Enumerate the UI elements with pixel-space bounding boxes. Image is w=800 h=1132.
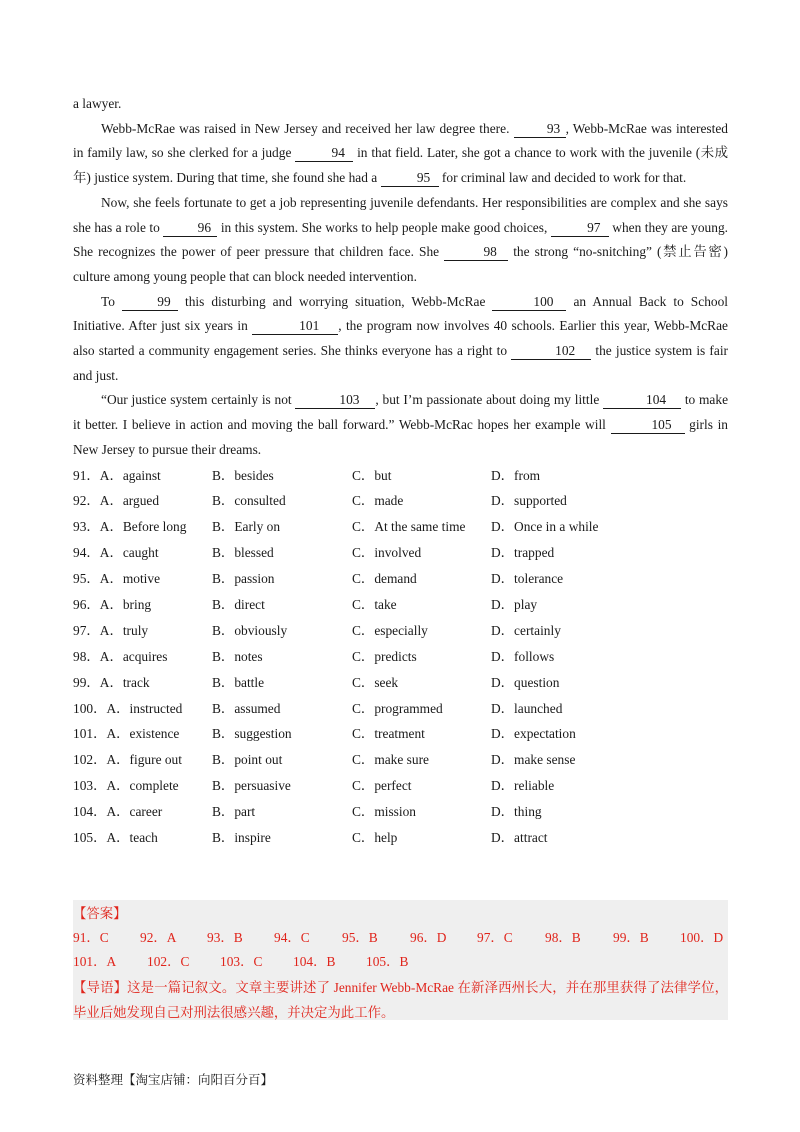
answer-item: 99．B — [613, 930, 649, 945]
option-row-105 — [73, 825, 728, 851]
option-row-98 — [73, 644, 728, 670]
guide-text: 【导语】这是一篇记叙文。文章主要讲述了 Jennifer Webb-McRae 在新泽西州长大，并在那里获得了法律学位，毕业后她发现自己对刑法很感兴趣，并决定为此工作。 — [73, 980, 728, 1020]
option-a[interactable]: 104．A．career — [73, 804, 163, 820]
paragraph-1: Webb-McRae was raised in New Jersey and received her law degree there. 93 , Webb-McRae was interested in family law, so she clerked for a judge 94 in that field. Later, she got a chance to work with the juvenile (未成年) justice system. During that time, she found she had a 95 for criminal law and decided to work for that. — [73, 120, 728, 186]
option-row-97 — [73, 618, 728, 644]
option-b[interactable]: B．Early on — [212, 519, 281, 535]
passage — [73, 92, 728, 851]
option-a[interactable]: 101．A．existence — [73, 726, 180, 742]
answer-item: 94．C — [274, 930, 310, 945]
blank-96[interactable]: 96 — [163, 220, 217, 237]
option-c[interactable]: C．involved — [352, 545, 422, 561]
answer-item: 97．C — [477, 930, 513, 945]
option-a[interactable]: 98．A．acquires — [73, 648, 168, 664]
answer-title: 【答案】 — [73, 906, 127, 921]
option-b[interactable]: B．point out — [212, 752, 283, 768]
option-c[interactable]: C．predicts — [352, 648, 417, 664]
option-c[interactable]: C．make sure — [352, 752, 429, 768]
option-d[interactable]: D．question — [491, 674, 560, 690]
blank-102[interactable]: 102 — [511, 343, 591, 360]
option-d[interactable]: D．tolerance — [491, 571, 564, 587]
options-list — [73, 463, 728, 851]
option-d[interactable]: D．from — [491, 467, 541, 483]
option-d[interactable]: D．supported — [491, 493, 567, 509]
option-a[interactable]: 93．A．Before long — [73, 519, 187, 535]
option-d[interactable]: D．play — [491, 597, 538, 612]
option-d[interactable]: D．reliable — [491, 778, 555, 794]
option-c[interactable]: C．seek — [352, 674, 399, 690]
paragraph-4: “Our justice system certainly is not 103 , but I’m passionate about doing my little 104 to make it better. I believe in action and moving the ball forward.” Webb-McRac hopes her example will 105 girls in New Jersey to pursue their dreams. — [73, 392, 729, 457]
option-a[interactable]: 95．A．motive — [73, 571, 161, 587]
option-b[interactable]: B．obviously — [212, 622, 288, 638]
option-row-91 — [73, 463, 728, 489]
option-a[interactable]: 105．A．teach — [73, 830, 158, 846]
option-b[interactable]: B．persuasive — [212, 778, 291, 794]
option-c[interactable]: C．especially — [352, 622, 428, 638]
answer-section — [73, 900, 728, 1020]
option-c[interactable]: C．but — [352, 467, 392, 483]
option-row-92 — [73, 488, 728, 514]
option-a[interactable]: 102．A．figure out — [73, 752, 182, 768]
option-row-103 — [73, 773, 728, 799]
answer-item: 96．D — [410, 930, 447, 945]
blank-93[interactable]: 93 — [514, 121, 566, 138]
option-b[interactable]: B．consulted — [212, 493, 286, 509]
answer-item: 92．A — [140, 930, 177, 945]
option-d[interactable]: D．certainly — [491, 622, 561, 638]
answer-item: 100．D — [680, 930, 724, 945]
option-row-99 — [73, 670, 728, 696]
paragraph-2: Now, she feels fortunate to get a job representing juvenile defendants. Her responsibilities are complex and she says she has a role to 96 in this system. She works to help people make good choices, 97 when they are young. She recognizes the power of peer pressure that children face. She 98 the strong “no-snitching” (禁止告密) culture among young people that can block needed intervention. — [73, 194, 728, 284]
blank-97[interactable]: 97 — [551, 220, 609, 237]
option-row-101 — [73, 721, 728, 747]
option-b[interactable]: B．direct — [212, 597, 265, 612]
option-row-104 — [73, 799, 728, 825]
option-b[interactable]: B．assumed — [212, 700, 281, 716]
answer-item: 103．C — [220, 954, 263, 969]
option-c[interactable]: C．treatment — [352, 726, 425, 742]
blank-98[interactable]: 98 — [444, 244, 508, 261]
option-row-94 — [73, 540, 728, 566]
option-c[interactable]: C．help — [352, 830, 398, 846]
footer-note: 资料整理【淘宝店铺：向阳百分百】 — [73, 1073, 274, 1087]
answer-item: 93．B — [207, 930, 243, 945]
option-a[interactable]: 96．A．bring — [73, 597, 152, 612]
option-b[interactable]: B．suggestion — [212, 726, 292, 742]
blank-99[interactable]: 99 — [122, 294, 178, 311]
option-a[interactable]: 97．A．truly — [73, 622, 149, 638]
answer-item: 98．B — [545, 930, 581, 945]
paragraph-0: a lawyer. — [73, 96, 122, 111]
blank-103[interactable]: 103 — [295, 392, 375, 409]
option-c[interactable]: C．mission — [352, 804, 416, 820]
option-a[interactable]: 99．A．track — [73, 674, 150, 690]
option-b[interactable]: B．besides — [212, 467, 274, 483]
option-d[interactable]: D．trapped — [491, 545, 555, 561]
answer-item: 95．B — [342, 930, 378, 945]
option-c[interactable]: C．perfect — [352, 778, 412, 794]
option-c[interactable]: C．take — [352, 597, 397, 612]
option-a[interactable]: 91．A．against — [73, 467, 161, 483]
option-a[interactable]: 100．A．instructed — [73, 700, 183, 716]
option-d[interactable]: D．expectation — [491, 726, 576, 742]
answer-item: 104．B — [293, 954, 336, 969]
option-b[interactable]: B．battle — [212, 674, 265, 690]
option-a[interactable]: 103．A．complete — [73, 778, 179, 794]
option-b[interactable]: B．passion — [212, 571, 275, 587]
blank-100[interactable]: 100 — [492, 294, 566, 311]
answer-item: 105．B — [366, 954, 409, 969]
option-d[interactable]: D．follows — [491, 648, 555, 664]
option-a[interactable]: 92．A．argued — [73, 493, 160, 509]
answer-item: 101．A — [73, 954, 117, 969]
blank-105[interactable]: 105 — [611, 417, 685, 434]
answer-item: 102．C — [147, 954, 190, 969]
option-c[interactable]: C．At the same time — [352, 519, 466, 535]
paragraph-3: To 99 this disturbing and worrying situation, Webb-McRae 100 an Annual Back to School Initiative. After just six years in 101 , the program now involves 40 schools. Earlier this year, Webb-McRae also started a community engagement series. She thinks everyone has a right to 102 the justice system is fair and just. — [73, 293, 728, 383]
blank-101[interactable]: 101 — [252, 318, 338, 335]
option-a[interactable]: 94．A．caught — [73, 545, 159, 561]
option-b[interactable]: B．blessed — [212, 545, 274, 561]
option-d[interactable]: D．thing — [491, 804, 542, 820]
option-row-93 — [73, 514, 728, 540]
option-d[interactable]: D．make sense — [491, 752, 576, 768]
option-row-100 — [73, 696, 728, 722]
option-d[interactable]: D．Once in a while — [491, 519, 599, 535]
answer-item: 91．C — [73, 930, 109, 945]
option-c[interactable]: C．demand — [352, 571, 417, 587]
option-d[interactable]: D．launched — [491, 700, 563, 716]
option-c[interactable]: C．made — [352, 493, 404, 509]
option-c[interactable]: C．programmed — [352, 700, 443, 716]
option-b[interactable]: B．inspire — [212, 830, 271, 846]
option-row-96 — [73, 592, 728, 618]
option-d[interactable]: D．attract — [491, 830, 548, 846]
blank-104[interactable]: 104 — [603, 392, 681, 409]
option-b[interactable]: B．part — [212, 804, 256, 820]
blank-95[interactable]: 95 — [381, 170, 439, 187]
option-row-95 — [73, 566, 728, 592]
option-b[interactable]: B．notes — [212, 648, 263, 664]
option-row-102 — [73, 747, 728, 773]
blank-94[interactable]: 94 — [295, 145, 353, 162]
